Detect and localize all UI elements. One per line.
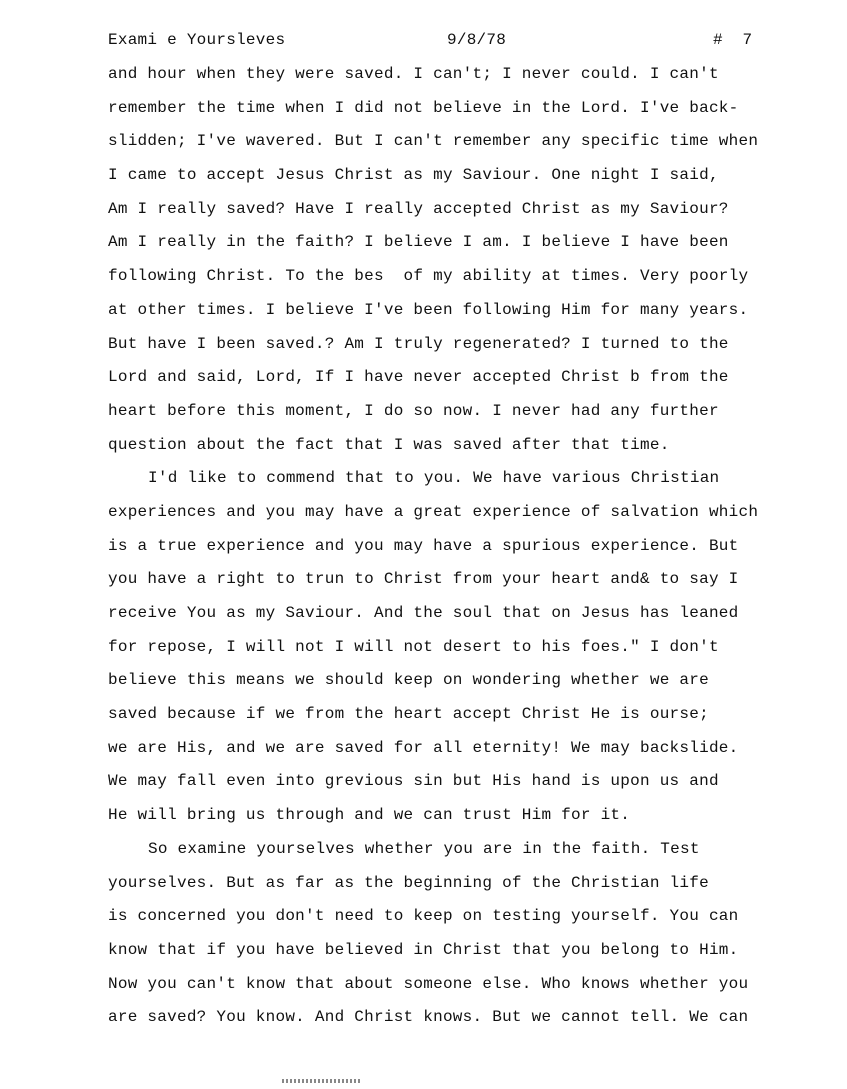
text-line: believe this means we should keep on wondering whether we are	[108, 671, 709, 690]
text-line: I came to accept Jesus Christ as my Saviour. One night I said,	[108, 166, 719, 185]
text-line: and hour when they were saved. I can't; I never could. I can't	[108, 65, 719, 83]
text-line: heart before this moment, I do so now. I never had any further	[108, 401, 719, 420]
page-number: # 7	[713, 31, 753, 49]
text-line: Am I really saved? Have I really accepted Christ as my Saviour?	[108, 199, 729, 218]
scan-smudge	[282, 1079, 362, 1083]
text-line: But have I been saved.? Am I truly regenerated? I turned to the	[108, 334, 729, 353]
text-line: Now you can't know that about someone else. Who knows whether you	[108, 974, 749, 993]
text-line: know that if you have believed in Christ that you belong to Him.	[108, 940, 739, 959]
body-text	[108, 64, 798, 1041]
text-line: is a true experience and you may have a spurious experience. But	[108, 536, 739, 555]
text-line: experiences and you may have a great experience of salvation which	[108, 502, 759, 521]
text-line: Lord and said, Lord, If I have never accepted Christ b from the	[108, 368, 729, 387]
text-line: at other times. I believe I've been following Him for many years.	[108, 300, 749, 319]
text-line: are saved? You know. And Christ knows. But we cannot tell. We can	[108, 1008, 749, 1027]
text-line: receive You as my Saviour. And the soul that on Jesus has leaned	[108, 604, 739, 622]
text-line: question about the fact that I was saved after that time.	[108, 435, 670, 454]
document-date: 9/8/78	[447, 31, 507, 49]
text-line: remember the time when I did not believe in the Lord. I've back-	[108, 98, 739, 117]
text-line: following Christ. To the bes of my ability at times. Very poorly	[108, 267, 749, 286]
text-line: We may fall even into grevious sin but His hand is upon us and	[108, 772, 719, 791]
document-title: Exami e Yoursleves	[108, 31, 286, 49]
text-line: yourselves. But as far as the beginning of the Christian life	[108, 873, 709, 892]
paragraph-start-line: So examine yourselves whether you are in the faith. Test	[148, 839, 700, 858]
text-line: we are His, and we are saved for all eternity! We may backslide.	[108, 738, 739, 757]
text-line: He will bring us through and we can trust Him for it.	[108, 806, 631, 825]
text-line: saved because if we from the heart accept Christ He is ourse;	[108, 705, 709, 724]
text-line: is concerned you don't need to keep on testing yourself. You can	[108, 907, 739, 926]
text-line: Am I really in the faith? I believe I am. I believe I have been	[108, 233, 729, 252]
paragraph-start-line: I'd like to commend that to you. We have various Christian	[148, 469, 720, 488]
text-line: slidden; I've wavered. But I can't remember any specific time when	[108, 132, 759, 151]
text-line: you have a right to trun to Christ from your heart and& to say I	[108, 570, 739, 589]
text-line: for repose, I will not I will not desert to his foes." I don't	[108, 637, 719, 656]
